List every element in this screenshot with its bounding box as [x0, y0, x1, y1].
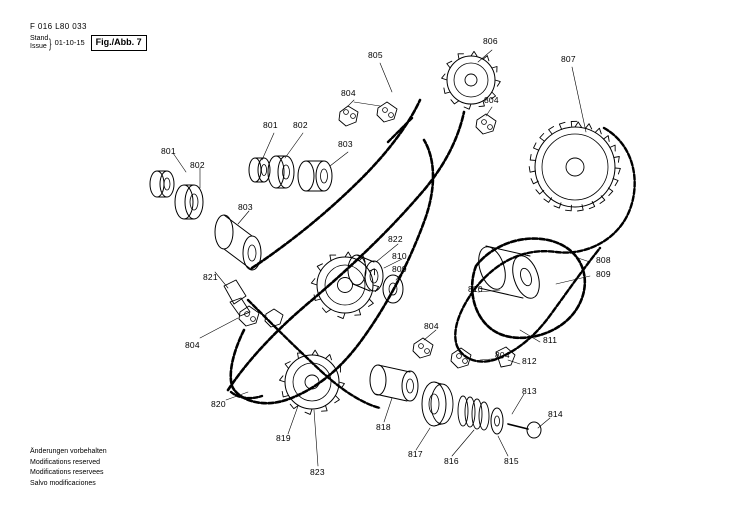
callout-804-lower-left: 804	[185, 340, 200, 350]
callout-809-left: 809	[392, 264, 407, 274]
callout-823: 823	[310, 467, 325, 477]
callout-808: 808	[596, 255, 611, 265]
spring-816	[458, 396, 489, 430]
footer-line-es: Salvo modificaciones	[30, 479, 96, 487]
bolt-814	[508, 422, 541, 438]
stand-label: Stand	[30, 35, 49, 43]
washer-815	[491, 408, 503, 434]
callout-812: 812	[522, 356, 537, 366]
callout-816: 816	[444, 456, 459, 466]
chain-lower-left	[248, 300, 380, 408]
bracket-821	[224, 280, 250, 316]
callout-821: 821	[203, 272, 218, 282]
callout-803-left: 803	[238, 202, 253, 212]
callout-804-upper-left: 804	[341, 88, 356, 98]
callout-814: 814	[548, 409, 563, 419]
footer-line-fr: Modifications reservees	[30, 469, 104, 476]
disc-817	[422, 382, 453, 426]
callout-807: 807	[561, 54, 576, 64]
chain-805-fragment	[388, 118, 412, 142]
part-802-upper	[268, 156, 294, 188]
figure-label-box: Fig./Abb. 7	[91, 35, 147, 51]
issue-date: 01-10-15	[54, 38, 85, 48]
link-plate-804-upper-right	[476, 114, 496, 134]
issue-label: Issue	[30, 43, 47, 51]
callout-801-upper: 801	[263, 120, 278, 130]
part-number: F 016 L80 033	[30, 22, 87, 31]
brace-glyph: }	[49, 35, 52, 51]
callout-815: 815	[504, 456, 519, 466]
callout-804-lower-mid: 804	[424, 321, 439, 331]
part-803-left	[215, 215, 261, 270]
callout-804-lower-right: 804	[495, 350, 510, 360]
callout-801-left: 801	[161, 146, 176, 156]
footer-line-de: Änderungen vorbehalten	[30, 448, 107, 455]
callout-817: 817	[408, 449, 423, 459]
callout-819: 819	[276, 433, 291, 443]
callout-822: 822	[388, 234, 403, 244]
callout-818: 818	[376, 422, 391, 432]
callout-809-right: 809	[596, 269, 611, 279]
shaft-818	[370, 365, 418, 401]
callout-802-upper: 802	[293, 120, 308, 130]
footer-line-en: Modifications reserved	[30, 458, 101, 466]
link-plate-804-upper-left	[339, 106, 358, 126]
callout-820: 820	[211, 399, 226, 409]
callout-805: 805	[368, 50, 383, 60]
sprocket-807	[529, 121, 620, 211]
part-801-upper	[249, 158, 270, 182]
part-803-upper	[298, 161, 332, 191]
callout-813: 813	[522, 386, 537, 396]
callout-810-right: 810	[468, 284, 483, 294]
callout-802-left: 802	[190, 160, 205, 170]
callout-803-upper: 803	[338, 139, 353, 149]
part-802-left	[175, 185, 203, 219]
part-801-left	[150, 171, 174, 197]
sprocket-822	[311, 252, 378, 319]
link-plate-804-lower-left	[239, 306, 283, 327]
callout-810-left: 810	[392, 251, 407, 261]
callout-811: 811	[543, 335, 558, 345]
callout-806: 806	[483, 36, 498, 46]
link-plate-804-upper-left-2	[377, 102, 397, 122]
callout-804-upper-right: 804	[484, 95, 499, 105]
